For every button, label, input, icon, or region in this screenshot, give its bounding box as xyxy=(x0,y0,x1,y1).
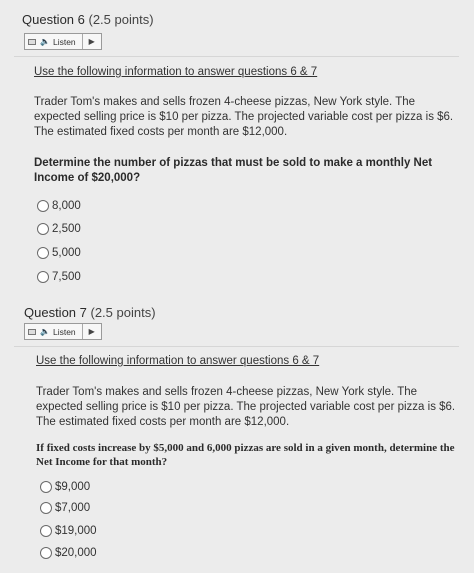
question-7-prompt: If fixed costs increase by $5,000 and 6,000 pizzas are sold in a given month, determine the Net Income for that month? xyxy=(36,442,455,468)
radio-button[interactable] xyxy=(40,502,52,514)
question-7-number: Question 7 xyxy=(24,305,87,320)
play-icon[interactable]: ▶ xyxy=(88,37,95,46)
radio-button[interactable] xyxy=(37,223,49,235)
question-6-number: Question 6 xyxy=(22,12,85,27)
option-label: $19,000 xyxy=(55,525,97,537)
option-label: 8,000 xyxy=(52,200,81,212)
option-label: 5,000 xyxy=(52,247,81,259)
play-icon[interactable]: ▶ xyxy=(88,327,95,336)
q6-option-4[interactable] xyxy=(37,271,81,283)
q6-option-1[interactable] xyxy=(37,200,81,212)
question-7-points: (2.5 points) xyxy=(90,305,156,320)
question-6-title xyxy=(22,12,154,27)
drag-handle-icon[interactable] xyxy=(28,329,36,335)
question-6-scenario: Trader Tom's makes and sells frozen 4-cheese pizzas, New York style. The expected selling price is $10 per pizza. The projected variable cost per pizza is $6. The estimated fixed costs per month are $12,000. xyxy=(34,96,454,138)
listen-label: Listen xyxy=(52,36,76,47)
listen-button-q7[interactable] xyxy=(24,323,102,340)
radio-button[interactable] xyxy=(40,525,52,537)
question-6-divider xyxy=(14,56,459,57)
radio-button[interactable] xyxy=(37,200,49,212)
option-label: 2,500 xyxy=(52,223,81,235)
question-7-intro-link[interactable]: Use the following information to answer questions 6 & 7 xyxy=(36,355,320,367)
q7-option-2[interactable] xyxy=(40,502,90,514)
option-label: $9,000 xyxy=(55,481,91,493)
question-6-points: (2.5 points) xyxy=(88,12,154,27)
q7-option-4[interactable] xyxy=(40,547,97,559)
question-7-title xyxy=(24,305,156,320)
radio-button[interactable] xyxy=(37,247,49,259)
option-label: $7,000 xyxy=(55,502,91,514)
listen-button-q6[interactable] xyxy=(24,33,102,50)
speaker-icon: 🔈 xyxy=(40,37,50,46)
listen-divider xyxy=(82,34,83,49)
question-6-prompt: Determine the number of pizzas that must be sold to make a monthly Net Income of $20,000? xyxy=(34,157,433,184)
question-6-intro-link[interactable]: Use the following information to answer questions 6 & 7 xyxy=(34,66,318,78)
option-label: $20,000 xyxy=(55,547,97,559)
option-label: 7,500 xyxy=(52,271,81,283)
q6-option-3[interactable] xyxy=(37,247,81,259)
q6-option-2[interactable] xyxy=(37,223,81,235)
question-7-scenario: Trader Tom's makes and sells frozen 4-cheese pizzas, New York style. The expected selling price is $10 per pizza. The projected variable cost per pizza is $6. The estimated fixed costs per month are $12,000. xyxy=(36,386,456,428)
radio-button[interactable] xyxy=(40,481,52,493)
listen-label: Listen xyxy=(52,326,76,337)
listen-divider xyxy=(82,324,83,339)
q7-option-3[interactable] xyxy=(40,525,97,537)
speaker-icon: 🔈 xyxy=(40,327,50,336)
question-7-divider xyxy=(14,346,459,347)
radio-button[interactable] xyxy=(37,271,49,283)
drag-handle-icon[interactable] xyxy=(28,39,36,45)
q7-option-1[interactable] xyxy=(40,481,90,493)
radio-button[interactable] xyxy=(40,547,52,559)
